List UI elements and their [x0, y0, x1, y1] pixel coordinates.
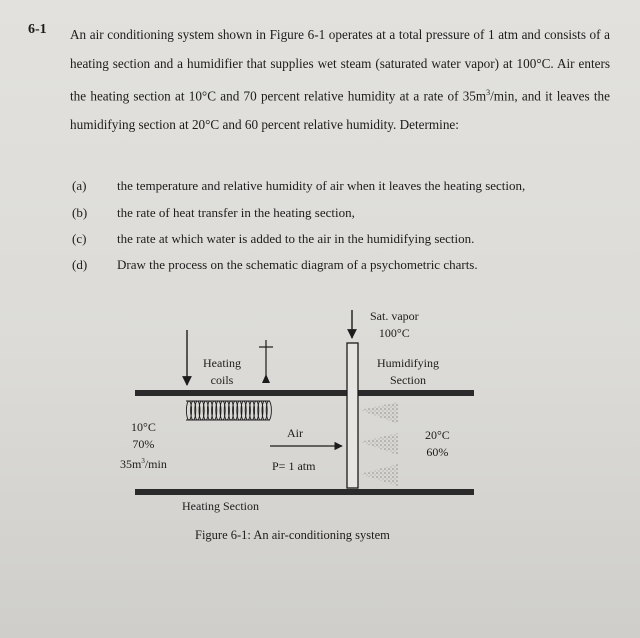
inlet-rate-sup: 3: [141, 457, 145, 465]
inlet-rate-value: 35m: [120, 457, 142, 471]
sat-vapor-line1: Sat. vapor: [370, 309, 419, 323]
sat-vapor-label: [370, 308, 419, 342]
inlet-conditions: [120, 419, 167, 473]
part-a-label: (a): [72, 178, 87, 193]
problem-number: 6-1: [28, 22, 47, 37]
figure-caption: Figure 6-1: An air-conditioning system: [195, 528, 390, 542]
inlet-rh: 70%: [132, 437, 155, 451]
heating-line2: coils: [210, 373, 234, 387]
statement-part-2: /min, and it leaves the humidifying section at 20°C and 60 percent relative humidity. Determine:: [70, 88, 610, 133]
sat-vapor-line2: 100°C: [378, 326, 410, 340]
coil-lead-arrowhead: [262, 374, 270, 383]
humid-line2: Section: [390, 373, 426, 387]
part-d-label: (d): [72, 257, 88, 272]
humidifier-pipe: [347, 343, 358, 488]
steam-spray-2: [360, 433, 398, 455]
part-c-label: (c): [72, 231, 87, 246]
part-d-text: Draw the process on the schematic diagram of a psychometric charts.: [117, 257, 478, 272]
statement-part-1: An air conditioning system shown in Figure 6-1 operates at a total pressure of 1 atm and consists of a heating section and a humidifier that supplies wet steam (saturated water vapor) at 100°C. Air enters the heating section at 10°C and 70 percent relative humidity at a rate of 35m: [70, 27, 610, 104]
humidifying-section-label: [377, 355, 439, 389]
air-label: Air: [287, 426, 303, 440]
pressure-label: P= 1 atm: [272, 459, 316, 473]
inlet-rate-unit: /min: [144, 457, 167, 471]
part-a-text: the temperature and relative humidity of air when it leaves the heating section,: [117, 178, 526, 193]
steam-spray-1: [360, 402, 398, 424]
statement-superscript: 3: [486, 88, 491, 97]
inlet-rate: [120, 453, 167, 473]
part-b-label: (b): [72, 205, 88, 220]
duct-bottom-wall: [135, 489, 474, 495]
part-c-text: the rate at which water is added to the air in the humidifying section.: [117, 231, 475, 246]
heating-coils-label: [203, 355, 241, 389]
outlet-conditions: [425, 427, 450, 461]
outlet-temp: 20°C: [425, 428, 450, 442]
duct-top-wall: [135, 390, 474, 396]
part-b-text: the rate of heat transfer in the heating section,: [117, 205, 355, 220]
heating-coil-loops: [186, 401, 271, 420]
outlet-rh: 60%: [426, 445, 449, 459]
heating-line1: Heating: [203, 356, 241, 370]
inlet-temp: 10°C: [131, 420, 156, 434]
heating-section-label: Heating Section: [182, 499, 259, 513]
steam-spray-3: [360, 464, 398, 486]
humid-line1: Humidifying: [377, 356, 439, 370]
